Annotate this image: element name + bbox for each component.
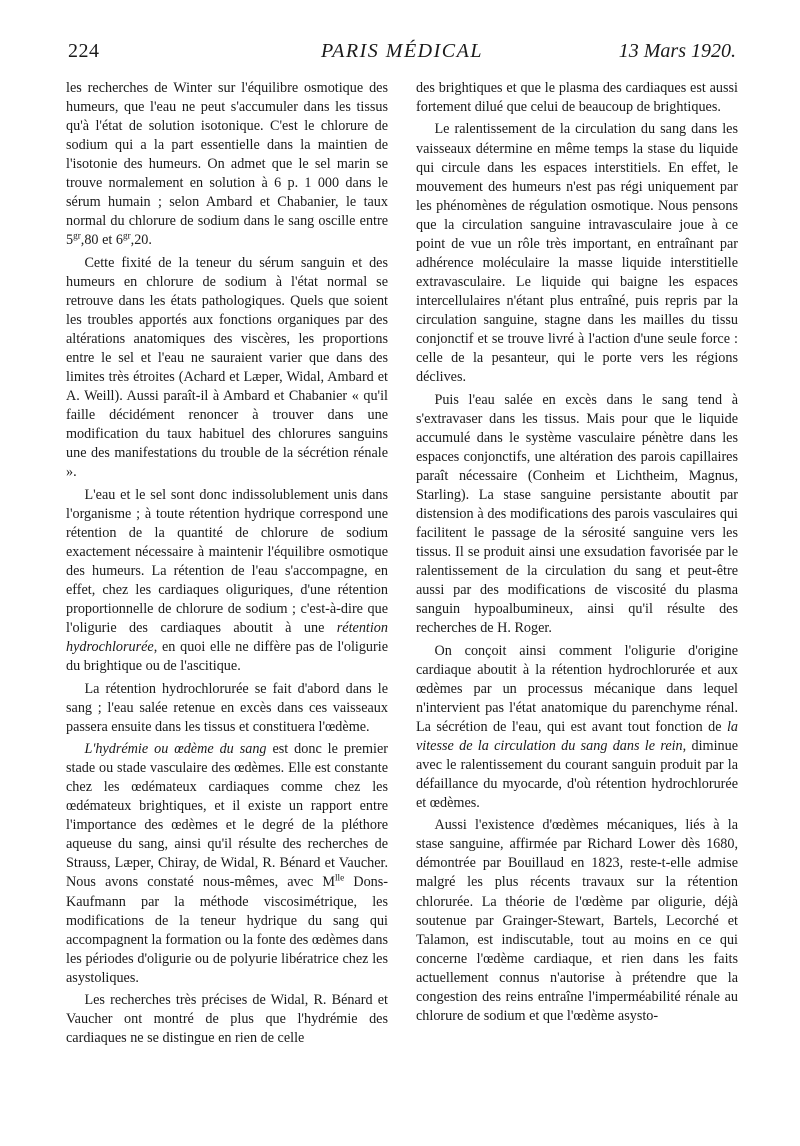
right-paragraph-1: des brightiques et que le plasma des cardiaques est aussi fortement dilué que celui de beaucoup de brightiques. [416,80,738,116]
right-paragraph-4: On conçoit ainsi comment l'oligurie d'origine cardiaque aboutit à la rétention hydrochlorurée et aux œdèmes par un processus mécanique dans lequel n'intervient pas l'état anatomique du parenchyme rénal. La sécrétion de l'eau, qui est avant tout fonction de la vitesse de la circulation du sang dans le rein, diminue avec le ralentissement du courant sanguin produit par la défaillance du myocarde, d'où rétention hydrochlorurée et œdèmes. [416,642,738,811]
left-paragraph-5: L'hydrémie ou œdème du sang est donc le premier stade ou stade vasculaire des œdèmes. Elle est constante chez les œdémateux cardiaques comme chez les œdémateux brightiques, et il existe un rapport entre l'importance des œdèmes et le degré de la pléthore aqueuse du sang, ainsi qu'il résulte des recherches de Strauss, Læper, Chiray, de Widal, R. Bénard et Vaucher. Nous avons constaté nous-mêmes, avec $M^{lle}$ Dons-Kaufmann par la méthode viscosimétrique, les modifications de la teneur hydrique du sang qui accompagnent la formation ou la fonte des œdèmes dans les périodes d'oligurie ou de polyurie libératrice chez les asystoliques. [66,741,388,986]
left-column [66,79,388,1048]
issue-date: 13 Mars 1920. [618,40,736,62]
journal-title: PARIS MÉDICAL [321,40,483,62]
right-paragraph-3: Puis l'eau salée en excès dans le sang tend à s'extravaser dans les tissus. Mais pour que le liquide accumulé dans le système vasculaire pénètre dans les espaces conjonctifs, une altération des parois capillaires paraît nécessaire (Conheim et Lichtheim, Magnus, Starling). La stase sanguine persistante aboutit par distension à des modifications des parois vasculaires qui facilitent le passage de la sérosité sanguine vers les tissus. Il se produit ainsi une exsudation favorisée par le ralentissement de la circulation du sang et peut-être aussi par des modifications de viscosité du plasma sanguin hypoalbumineux, ainsi qu'il résulte des recherches de H. Roger. [416,391,738,637]
page-number: 224 [68,40,100,62]
left-paragraph-6: Les recherches très précises de Widal, R. Bénard et Vaucher ont montré de plus que l'hydrémie des cardiaques ne se distingue en rien de celle [66,992,388,1047]
right-paragraph-2: Le ralentissement de la circulation du sang dans les vaisseaux détermine en même temps la stase du liquide qui circule dans les espaces interstitiels. En effet, le mouvement des humeurs n'est pas régi uniquement par les phénomènes de régulation osmotique. Nous pensons que la circulation sanguine intravasculaire joue à ce point de vue un rôle très important, en entraînant par adhérence moléculaire la masse liquide interstitielle extravasculaire. Le liquide qui baigne les espaces intercellulaires n'étant plus entraîné, puis repris par la circulation sanguine, stagne dans les mailles du tissu conjonctif et se trouve livré à l'action d'une seule force : celle de la pesanteur, qui le porte vers les régions déclives. [416,121,738,386]
left-paragraph-1: les recherches de Winter sur l'équilibre osmotique des humeurs, que l'eau ne peut s'accumuler dans les tissus qu'à l'état de solution isotonique. C'est le chlorure de sodium qui a la part essentielle dans la maintien de l'isotonie des humeurs. On admet que le sel marin se trouve normalement en solution à 6 p. 1 000 dans le sérum humain ; selon Ambard et Chabanier, le taux normal du chlorure de sodium dans le sang oscille entre $5^{gr},80$ et $6^{gr},20$. [66,80,388,249]
left-paragraph-3: L'eau et le sel sont donc indissolublement unis dans l'organisme ; à toute rétention hydrique correspond une rétention de la quantité de chlorure de sodium exactement nécessaire à maintenir l'équilibre osmotique des humeurs. La rétention de l'eau s'accompagne, en effet, chez les cardiaques oliguriques, d'une rétention proportionnelle de chlorure de sodium ; c'est-à-dire que l'oligurie des cardiaques aboutit à une rétention hydrochlorurée, en quoi elle ne diffère pas de l'oligurie du brightique ou de l'ascitique. [66,486,388,675]
page-header [68,40,736,74]
left-paragraph-4: La rétention hydrochlorurée se fait d'abord dans le sang ; l'eau salée retenue en excès dans ces vaisseaux passera ensuite dans les tissus et constituera l'œdème. [66,680,388,735]
right-column [416,79,738,1026]
left-paragraph-2: Cette fixité de la teneur du sérum sanguin et des humeurs en chlorure de sodium à l'état normal se retrouve dans les états pathologiques. Quels que soient les troubles apportés aux fonctions organiques par des altérations anatomiques des viscères, les proportions entre le sel et l'eau ne sauraient varier que dans des limites très étroites (Achard et Læper, Widal, Ambard et A. Weill). Aussi paraît-il à Ambard et Chabanier « qu'il faille décidément renoncer à trouver dans une modification du taux habituel des chlorures sanguins une des manifestations du trouble de la sécrétion rénale ». [66,254,388,481]
right-paragraph-5: Aussi l'existence d'œdèmes mécaniques, liés à la stase sanguine, affirmée par Richard Lower dès 1680, démontrée par Bouillaud en 1823, reste-t-elle admise malgré les plus récents travaux sur la rétention chlorurée. La théorie de l'œdème par oligurie, déjà soutenue par Grainger-Stewart, Bartels, Lecorché et Talamon, est indiscutable, tout au moins en ce qui concerne l'œdème cardiaque, et rien dans les faits actuellement connus n'autorise à prétendre que la congestion des reins entraîne l'imperméabilité rénale au chlorure de sodium et que l'œdème asysto- [416,817,738,1024]
